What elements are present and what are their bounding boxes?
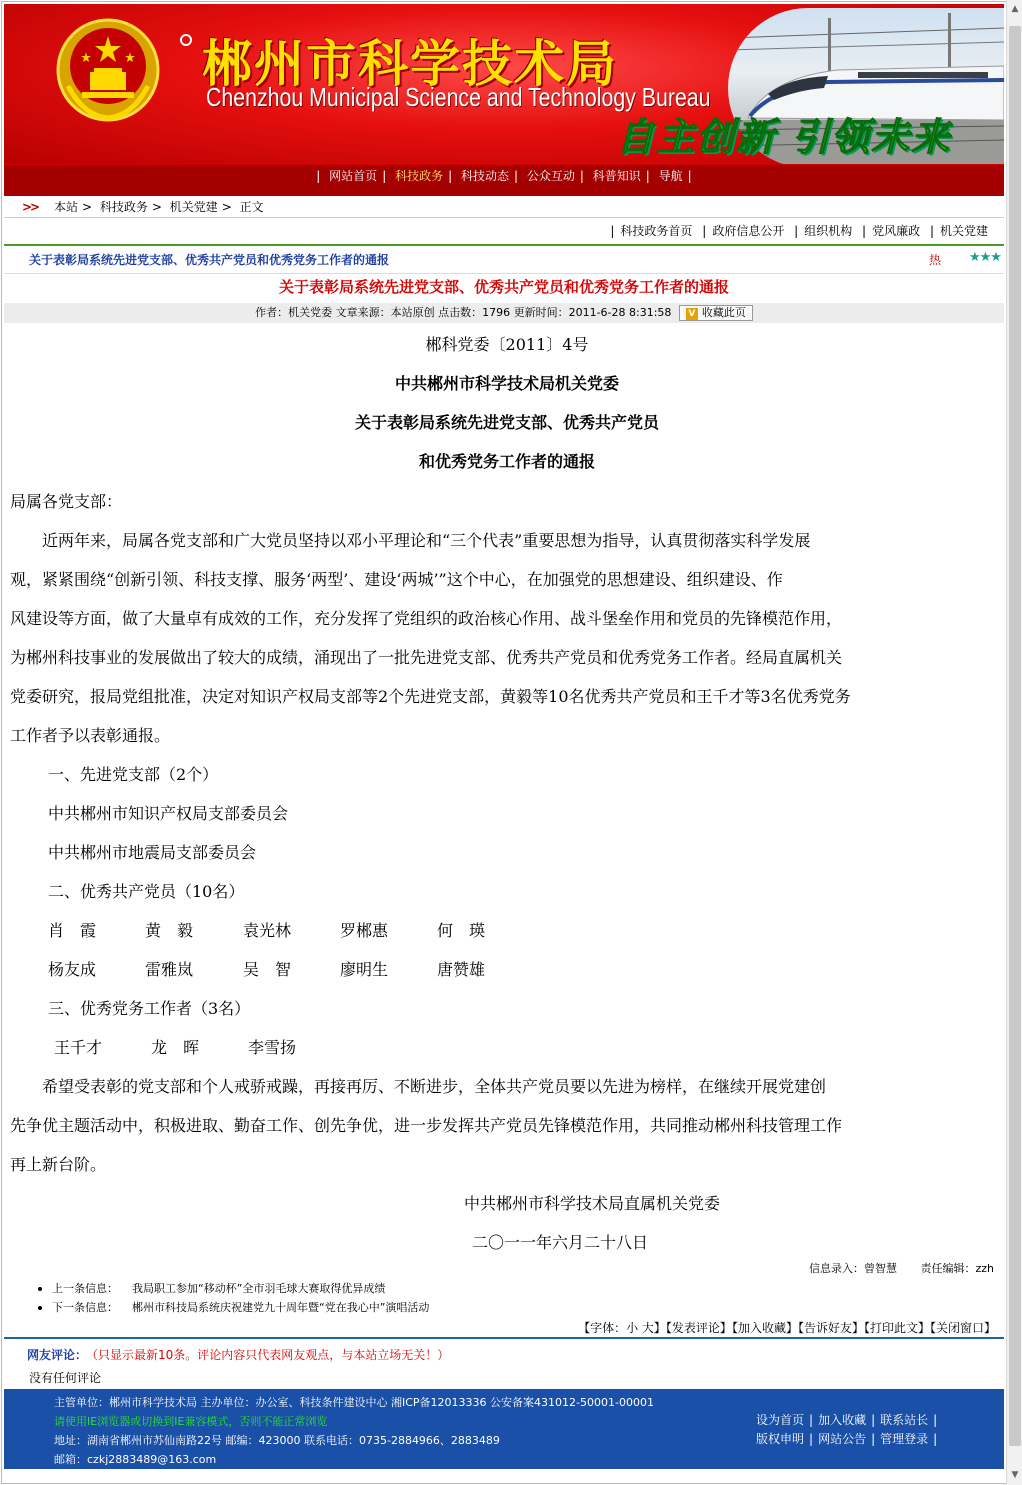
comments-section bbox=[4, 1337, 1004, 1387]
site-title: 郴州市科学技术局 bbox=[202, 34, 618, 93]
breadcrumb-party[interactable]: 机关党建 bbox=[169, 200, 218, 214]
comments-note: （只显示最新10条。评论内容只代表网友观点，与本站立场无关！） bbox=[86, 1348, 450, 1362]
list-item: 中共郴州市地震局支部委员会 bbox=[48, 843, 257, 862]
next-article-link[interactable]: 郴州市科技局系统庆祝建党九十周年暨“党在我心中”演唱活动 bbox=[132, 1301, 430, 1314]
para2-line: 再上新台阶。 bbox=[10, 1155, 107, 1174]
section-1-heading: 一、先进党支部（2个） bbox=[48, 765, 219, 784]
subnav-item-info-open[interactable]: 政府信息公开 bbox=[712, 224, 785, 238]
vertical-scrollbar[interactable] bbox=[1006, 0, 1022, 1485]
name-item: 吴 智 bbox=[243, 960, 292, 979]
doc-heading-1: 中共郴州市科学技术局机关党委 bbox=[394, 374, 619, 393]
para1-line: 观，紧紧围绕“创新引领、科技支撑、服务‘两型’、建设‘两城’”这个中心，在加强党的思想建设、组织建设、作 bbox=[10, 570, 783, 589]
para2-line: 先争优主题活动中，积极进取、勤奋工作、创先争优，进一步发挥共产党员先锋模范作用，共同推动郴州科技管理工作 bbox=[10, 1116, 843, 1135]
main-nav: | 网站首页 | 科技政务 | 科技动态 | 公众互动 | 科普知识 | 导航 | bbox=[4, 164, 1004, 196]
breadcrumb-current: 正文 bbox=[239, 200, 264, 214]
hot-badge: 热 bbox=[929, 253, 942, 267]
name-item: 李雪扬 bbox=[248, 1038, 297, 1057]
subnav-item-org[interactable]: 组织机构 bbox=[804, 224, 853, 238]
name-item: 廖明生 bbox=[340, 960, 389, 979]
print-link[interactable]: 【打印此文】 bbox=[863, 1321, 930, 1335]
para1-line: 近两年来，局属各党支部和广大党员坚持以邓小平理论和“三个代表”重要思想为指导，认真贯彻落实科学发展 bbox=[10, 531, 811, 550]
add-favorite-footer-link[interactable]: 加入收藏 bbox=[818, 1413, 867, 1427]
name-item: 杨友成 bbox=[48, 960, 97, 979]
article-meta-text: 作者：机关党委 文章来源：本站原创 点击数：1796 更新时间：2011-6-28 8:31:58 bbox=[255, 306, 672, 319]
tell-friend-link[interactable]: 【告诉好友】 bbox=[797, 1321, 864, 1335]
para1-line: 工作者予以表彰通报。 bbox=[10, 726, 171, 745]
signature-org: 中共郴州市科学技术局直属机关党委 bbox=[464, 1194, 721, 1213]
name-item: 黄 毅 bbox=[145, 921, 194, 940]
editor-text: 责任编辑：zzh bbox=[920, 1262, 994, 1275]
scroll-thumb[interactable] bbox=[1009, 26, 1021, 1446]
copyright-link[interactable]: 版权申明 bbox=[756, 1432, 805, 1446]
admin-login-link[interactable]: 管理登录 bbox=[880, 1432, 929, 1446]
scroll-up-icon[interactable]: ▲ bbox=[1011, 4, 1019, 14]
name-item: 何 瑛 bbox=[437, 921, 486, 940]
section-3-heading: 三、优秀党务工作者（3名） bbox=[48, 999, 251, 1018]
section-2-heading: 二、优秀共产党员（10名） bbox=[48, 882, 245, 901]
banner-dot bbox=[180, 34, 192, 46]
nav-item-science[interactable]: 科普知识 bbox=[592, 169, 641, 183]
bullet-icon bbox=[38, 1306, 42, 1310]
nav-item-interaction[interactable]: 公众互动 bbox=[526, 169, 575, 183]
doc-number: 郴科党委〔2011〕4号 bbox=[425, 335, 589, 354]
nav-item-affairs[interactable]: 科技政务 bbox=[395, 169, 444, 183]
salutation: 局属各党支部： bbox=[10, 492, 123, 511]
breadcrumb: >> 本站 > 科技政务 > 机关党建 > 正文 bbox=[4, 196, 1004, 218]
breadcrumb-affairs[interactable]: 科技政务 bbox=[99, 200, 148, 214]
name-item: 唐赞雄 bbox=[437, 960, 486, 979]
name-item: 雷雅岚 bbox=[145, 960, 194, 979]
add-favorite-link[interactable]: 【加入收藏】 bbox=[731, 1321, 798, 1335]
para1-line: 党委研究，报局党组批准，决定对知识产权局支部等2个先进党支部，黄毅等10名优秀共产党员和王千才等3名优秀党务 bbox=[10, 687, 851, 706]
name-item: 龙 晖 bbox=[151, 1038, 200, 1057]
title-bar-text: 关于表彰局系统先进党支部、优秀共产党员和优秀党务工作者的通报 bbox=[29, 253, 390, 267]
contact-webmaster-link[interactable]: 联系站长 bbox=[880, 1413, 929, 1427]
set-homepage-link[interactable]: 设为首页 bbox=[756, 1413, 805, 1427]
footer-email: 邮箱：czkj2883489@163.com bbox=[54, 1453, 217, 1466]
scroll-down-icon[interactable]: ▼ bbox=[1011, 1470, 1019, 1480]
slogan: 自主创新 引领未来 bbox=[616, 115, 952, 159]
recorder-text: 信息录入：曾智慧 bbox=[808, 1262, 897, 1275]
breadcrumb-home[interactable]: 本站 bbox=[53, 200, 78, 214]
nav-item-home[interactable]: 网站首页 bbox=[329, 169, 378, 183]
sub-nav: | 科技政务首页 | 政府信息公开 | 组织机构 | 党风廉政 | 机关党建 bbox=[610, 224, 988, 238]
name-item: 王千才 bbox=[54, 1038, 103, 1057]
nav-item-guide[interactable]: 导航 bbox=[658, 169, 683, 183]
article-title: 关于表彰局系统先进党支部、优秀共产党员和优秀党务工作者的通报 bbox=[278, 278, 729, 296]
favorite-page-label: 收藏此页 bbox=[701, 306, 746, 319]
site-subtitle: Chenzhou Municipal Science and Technology Bureau bbox=[206, 82, 711, 112]
subnav-item-integrity[interactable]: 党风廉政 bbox=[872, 224, 921, 238]
prev-article-link[interactable]: 我局职工参加“移动杯”全市羽毛球大赛取得优异成绩 bbox=[132, 1282, 386, 1295]
subnav-item-party[interactable]: 机关党建 bbox=[939, 224, 988, 238]
footer-links-row-2: 版权申明 | 网站公告 | 管理登录 | bbox=[756, 1432, 938, 1446]
double-chevron-icon: >> bbox=[22, 200, 39, 214]
footer-browser-notice: 请使用IE浏览器或切换到IE兼容模式，否则不能正常浏览 bbox=[54, 1415, 328, 1428]
favorite-icon: V bbox=[686, 308, 698, 320]
name-item: 肖 霞 bbox=[48, 921, 97, 940]
close-window-link[interactable]: 【关闭窗口】 bbox=[929, 1321, 996, 1335]
name-item: 罗郴惠 bbox=[340, 921, 389, 940]
list-item: 中共郴州市知识产权局支部委员会 bbox=[48, 804, 289, 823]
next-label: 下一条信息： bbox=[52, 1301, 118, 1314]
footer-address: 地址：湖南省郴州市苏仙南路22号 邮编：423000 联系电话：0735-2884966、2883489 bbox=[54, 1434, 500, 1447]
comments-heading: 网友评论： bbox=[27, 1348, 88, 1362]
article-meta bbox=[4, 303, 1004, 323]
doc-heading-2: 关于表彰局系统先进党支部、优秀共产党员 bbox=[354, 413, 659, 432]
site-banner bbox=[4, 4, 1004, 164]
browser-page bbox=[1, 1, 1020, 1484]
rating-stars: ★★★ bbox=[969, 250, 1001, 265]
signature-date: 二〇一一年六月二十八日 bbox=[472, 1233, 649, 1252]
font-size-toggle[interactable]: 【字体：小 大】 bbox=[578, 1321, 666, 1335]
announcement-link[interactable]: 网站公告 bbox=[818, 1432, 867, 1446]
doc-heading-3: 和优秀党务工作者的通报 bbox=[418, 452, 595, 471]
comments-empty: 没有任何评论 bbox=[29, 1371, 102, 1385]
name-item: 袁光林 bbox=[243, 921, 292, 940]
footer-organizer: 主管单位：郴州市科学技术局 主办单位：办公室、科技条件建设中心 湘ICP备12013336 公安备案431012-50001-00001 bbox=[54, 1396, 654, 1409]
national-emblem-icon bbox=[54, 16, 162, 126]
para1-line: 为郴州科技事业的发展做出了较大的成绩，涌现出了一批先进党支部、优秀共产党员和优秀党务工作者。经局直属机关 bbox=[10, 648, 843, 667]
article-tools bbox=[4, 1319, 1004, 1336]
post-comment-link[interactable]: 【发表评论】 bbox=[665, 1321, 732, 1335]
subnav-item-affairs-home[interactable]: 科技政务首页 bbox=[620, 224, 693, 238]
footer-links-row-1: 设为首页 | 加入收藏 | 联系站长 | bbox=[756, 1413, 938, 1427]
favorite-page-button[interactable] bbox=[679, 305, 753, 321]
entry-info bbox=[4, 1260, 1004, 1278]
prev-label: 上一条信息： bbox=[52, 1282, 118, 1295]
nav-item-news[interactable]: 科技动态 bbox=[460, 169, 509, 183]
para1-line: 风建设等方面，做了大量卓有成效的工作，充分发挥了党组织的政治核心作用、战斗堡垒作用和党员的先锋模范作用， bbox=[10, 609, 843, 628]
article-title-bar bbox=[4, 244, 1004, 274]
bullet-icon bbox=[38, 1287, 42, 1291]
para2-line: 希望受表彰的党支部和个人戒骄戒躁，再接再厉、不断进步，全体共产党员要以先进为榜样，在继续开展党建创 bbox=[10, 1077, 827, 1096]
site-footer bbox=[4, 1389, 1004, 1469]
